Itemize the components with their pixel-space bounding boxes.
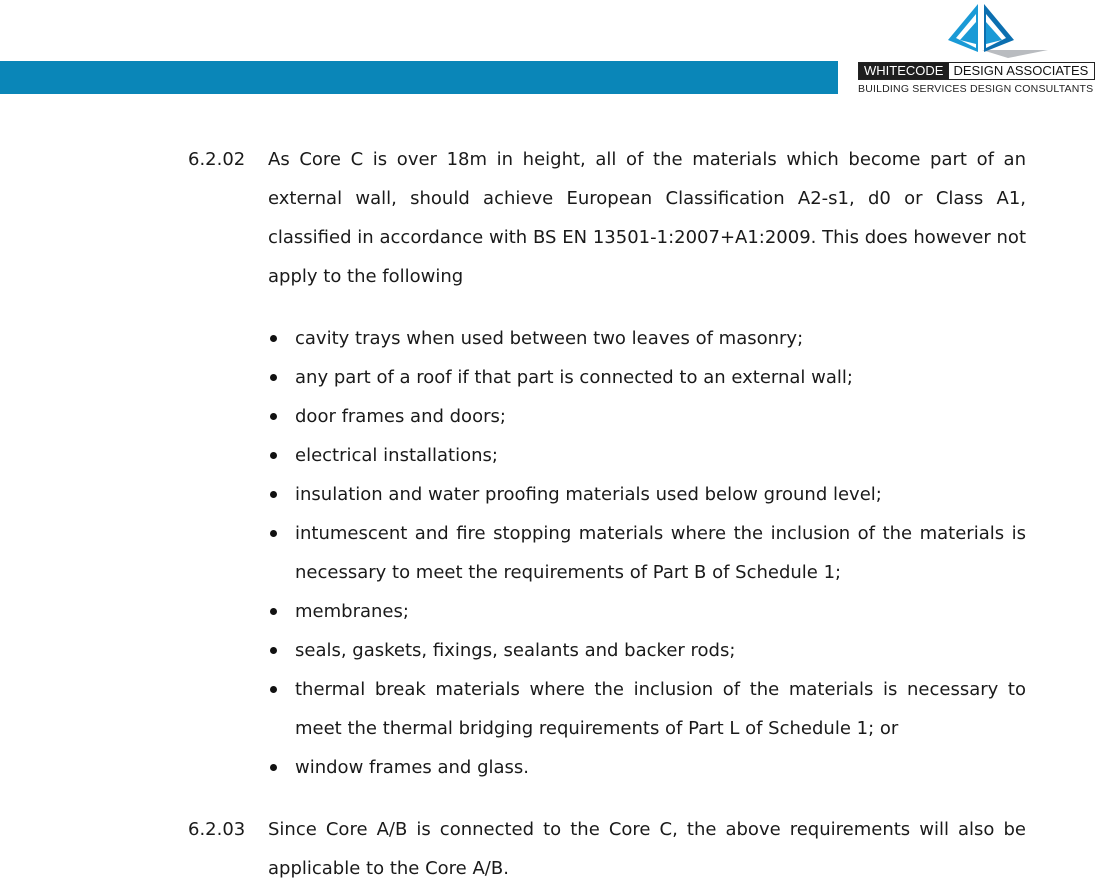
list-item: membranes;	[268, 592, 1026, 631]
clause-number: 6.2.02	[188, 149, 246, 170]
list-item: intumescent and fire stopping materials where the inclusion of the materials is necessary to meet the requirements of Part B of Schedule 1;	[268, 514, 1026, 592]
logo-mark-icon	[938, 0, 1048, 58]
logo-wordmark	[858, 62, 1095, 80]
list-item: thermal break materials where the inclusion of the materials is necessary to meet the thermal bridging requirements of Part L of Schedule 1; or	[268, 670, 1026, 748]
clause-number: 6.2.03	[188, 819, 246, 840]
logo-tagline: BUILDING SERVICES DESIGN CONSULTANTS	[858, 83, 1094, 95]
clause-6-2-02	[188, 140, 1026, 296]
company-logo	[858, 0, 1114, 96]
logo-name-right: DESIGN ASSOCIATES	[948, 63, 1094, 79]
list-item: door frames and doors;	[268, 397, 1026, 436]
list-item: window frames and glass.	[268, 748, 1026, 787]
header-bar	[0, 61, 838, 94]
list-item: insulation and water proofing materials used below ground level;	[268, 475, 1026, 514]
clause-6-2-03	[188, 810, 1026, 888]
list-item: any part of a roof if that part is connected to an external wall;	[268, 358, 1026, 397]
clause-text: As Core C is over 18m in height, all of the materials which become part of an external wall, should achieve European Classification A2-s1, d0 or Class A1, classified in accordance with BS EN 13501-1:2007+A1:2009. This does however not apply to the following	[268, 149, 1026, 287]
clause-text: Since Core A/B is connected to the Core C, the above requirements will also be applicable to the Core A/B.	[268, 819, 1026, 879]
list-item: cavity trays when used between two leaves of masonry;	[268, 319, 1026, 358]
logo-name-left: WHITECODE	[859, 63, 948, 79]
list-item: electrical installations;	[268, 436, 1026, 475]
document-body	[188, 140, 1026, 888]
exemption-list	[268, 319, 1026, 787]
list-item: seals, gaskets, fixings, sealants and backer rods;	[268, 631, 1026, 670]
